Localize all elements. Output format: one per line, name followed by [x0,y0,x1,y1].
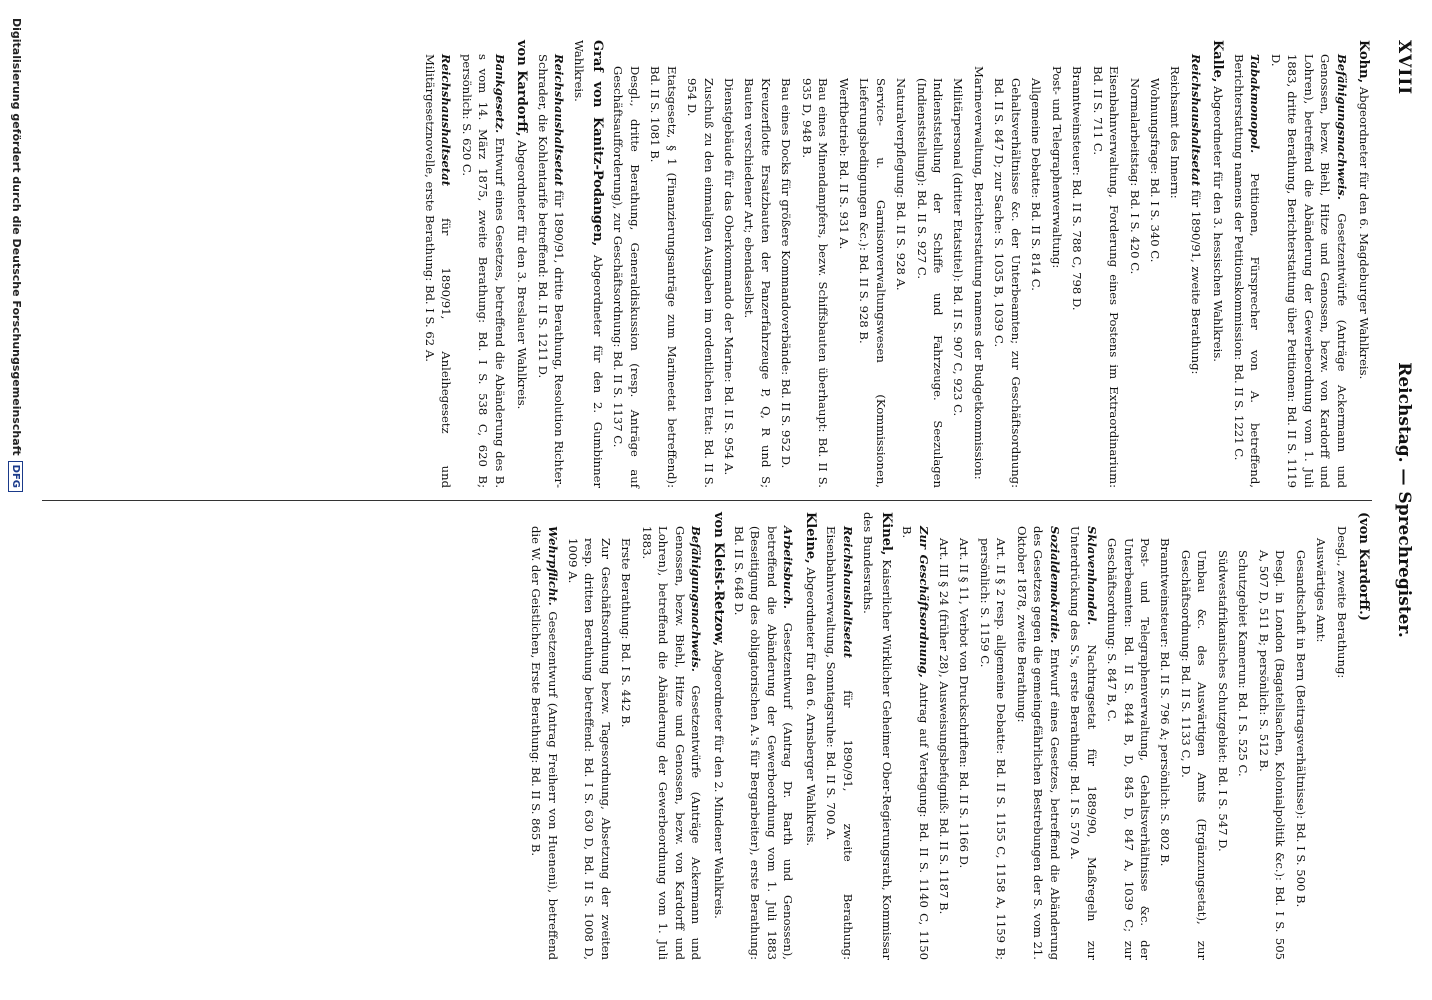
speaker-name: von Kardorff, [514,40,530,137]
subject-heading: Bankgesetz. [492,54,507,134]
register-entry [1147,40,1163,488]
entry-text: Etatsgesetz, § 1 (Finanzierungsanträge zum Marineetat betreffend): Bd. II S. 1081 B. [648,66,679,488]
entry-text: Gesetzentwurf (Antrag Dr. Barth und Genossen), betreffend die Abänderung der Gewerbeordnung vom 1. Juli 1883 (Beseitigung des obligatorischen A.'s für Bergarbeiter), erste Berathung: Bd. II S. 648 D. [732,526,796,960]
register-entry [976,512,1009,960]
subject-heading: Wehrpflicht. [545,526,560,606]
register-entry [512,40,530,488]
register-entry [1267,40,1349,488]
entry-text: Entwurf eines Gesetzes, betreffend die Abänderung des Gesetzes gegen die gemeingefährlichen Bestrebungen der S. vom 21. Oktober 1878, zweite Berathung: [1014,526,1062,960]
entry-text: Gehaltsverhältnisse &c. der Unterbeamten; zur Geschäftsordnung: Bd. II S. 847 D; zur Sache: S. 1035 B, 1039 C. [992,78,1023,488]
register-entry [1333,512,1349,960]
register-entry [1177,512,1210,960]
register-entry [936,512,952,960]
right-column [524,512,1372,960]
entry-text: Zur Geschäftsordnung bezw. Tagesordnung, Absetzung der zweiten resp. dritten Berathung betreffend: Bd. I S. 630 D, Bd. II S. 1008 D, 1009 A. [565,538,613,960]
entry-text: Eisenbahnverwaltung, Forderung eines Postens im Extraordinarium: Bd. II S. 711 C. [1090,66,1122,488]
entry-text: Gesetzentwürfe (Anträge Ackermann und Genossen, bezw. Biehl, Hitze und Genossen, bezw. von Kardorff und Lohren), betreffend die Abänderung der Gewerbeordnung vom 1. Juli 1883, dritte Berathung, Berichterstattung über Petitionen: Bd. II S. 1119 D. [1268,54,1349,488]
entry-text: Post- und Telegraphenverwaltung: [1049,66,1064,269]
entry-text: Abgeordneter für den 3. hessischen Wahlkreis. [1211,82,1226,362]
subject-heading: Reichshaushaltsetat [1188,54,1203,187]
entry-text: Abgeordneter für den 2. Gumbinner Wahlkreis. [572,40,605,489]
entry-text: Desgl., zweite Berathung: [1334,526,1349,679]
register-entry [1048,40,1064,488]
register-entry [638,512,704,960]
entry-text: Petitionen, Fürsprecher von A. betreffend, Berichterstattung namens der Petitionskommission: Bd. II S. 1221 C. [1231,54,1263,488]
subject-heading: Befähigungsnachweis. [1334,54,1349,200]
speaker-name: von Kleist-Retzow, [710,512,726,647]
entry-text: Art. II § 2 resp. allgemeine Debatte: Bd. II S. 1155 C, 1158 A, 1159 B; persönlich: S. 1159 C. [977,538,1009,960]
register-entry [970,40,986,488]
entry-text: Reichsamt des Innern: [1168,66,1183,199]
subject-heading: Befähigungsnachweis. [689,526,704,672]
entry-text: Abgeordneter für den 2. Mindener Wahlkreis. [711,646,726,919]
register-entry [534,40,567,488]
subject-heading: Sklavenhandel. [1084,526,1099,626]
speaker-name: Graf von Kanitz-Podangen, [589,40,605,247]
register-entry [1214,512,1230,960]
register-entry [618,512,634,960]
entry-text: Post- und Telegraphenverwaltung, Gehaltsverhältnisse &c. der Unterbeamten: Bd. II S. 844 B, D, 845 D, 847 A, 1039 C; zur Geschäftsordnung: S. 847 B, C. [1105,538,1153,960]
entry-text: Branntweinsteuer: Bd. II S. 788 C, 798 D. [1070,66,1085,311]
entry-text: Kaiserlicher Wirklicher Geheimer Ober-Regierungsrath, Kommissar des Bundesraths. [861,512,894,960]
register-entry [1187,40,1203,488]
entry-text: Allgemeine Debatte: Bd. II S. 814 C. [1029,78,1044,291]
register-entry [1292,512,1308,960]
register-entry [741,40,774,488]
register-entry [1354,512,1372,960]
speaker-name: (von Kardorff.) [1356,512,1371,621]
subject-heading: Reichshaushaltsetat [551,54,566,187]
entry-text: Zuschuß zu den einmaligen Ausgaben im ordentlichen Etat: Bd. II S. 954 D. [685,78,716,488]
register-entry [1354,40,1372,488]
entry-text: Auswärtiges Amt: [1314,538,1329,643]
entry-text: Wohnungsfrage: Bd. I S. 340 C. [1148,78,1163,263]
dfg-logo: DFG [8,461,23,492]
entry-text: Indienststellung der Schiffe und Fahrzeuge. Seezulagen (Indienststellung): Bd. II S. 927 C. [914,78,946,488]
register-entry [899,512,932,960]
register-entry [1028,40,1044,488]
register-entry [610,40,643,488]
register-entry [571,40,606,488]
entry-text: Abgeordneter für den 3. Breslauer Wahlkreis. [515,136,530,410]
register-entry [856,40,889,488]
register-entry [1104,512,1153,960]
register-entry [991,40,1024,488]
register-entry [421,40,454,488]
entry-text: Desgl., dritte Berathung, Generaldiskussion (resp. Anträge auf Geschäftsaufforderung), zur Geschäftsordnung: Bd. II S. 1137 C. [611,66,642,488]
register-entry [800,512,818,960]
register-entry [1167,40,1183,488]
register-entry [1255,512,1288,960]
entry-text: Erste Berathung: Bd. I S. 442 B. [619,538,634,728]
page-header [1384,40,1414,960]
subject-heading: Reichshaushaltsetat [439,54,454,187]
digitization-notice [8,18,23,492]
entry-text: Bau eines Minendampfers, bezw. Schiffsbauten überhaupt: Bd. II S. 935 D, 948 B. [799,78,831,488]
entry-text: Abgeordneter für den 6. Arnsberger Wahlkreis. [803,563,818,847]
entry-text: Art. III § 24 (früher 28), Ausweisungsbefugniß: Bd. II S. 1187 B. [937,538,952,915]
register-entry [708,512,726,960]
register-entry [647,40,680,488]
digitization-text: Digitalisierung gefördert durch die Deutsche Forschungsgemeinschaft [10,18,23,456]
entry-text: Entwurf eines Gesetzes, betreffend die Abänderung des B. s vom 14. März 1875, zweite Berathung: Bd. I S. 538 C, 620 B; persönlich: S. 620 C. [459,54,507,488]
register-entry [1230,40,1263,488]
entry-text: für 1890/91, zweite Berathung: Eisenbahnverwaltung, Sonntagsruhe: Bd. II S. 700 A. [824,526,855,960]
register-entry [1126,40,1142,488]
entry-text: Antrag auf Vertagung: Bd. II S. 1140 C, 1150 B. [900,526,931,960]
register-entry [1235,512,1251,960]
entry-text: Art. II § 11, Verbot von Druckschriften: Bd. II S. 1166 D. [957,538,972,869]
register-entry [684,40,717,488]
left-column [417,40,1372,488]
register-entry [860,512,895,960]
entry-text: Branntweinsteuer: Bd. II S. 796 A; persönlich: S. 802 B. [1158,538,1173,867]
register-entry [823,512,856,960]
speaker-name: Kleine, [802,512,818,564]
entry-text: Normalarbeitstag: Bd. I S. 420 C. [1127,78,1142,275]
entry-text: Abgeordneter für den 6. Magdeburger Wahlkreis. [1357,83,1371,380]
register-entry [950,40,966,488]
page-number: XVIII [1394,40,1414,96]
register-entry [913,40,946,488]
register-entry [458,40,507,488]
entry-text: Dienstgebäude für das Oberkommando der Marine: Bd. II S. 954 A. [722,78,737,476]
entry-text: Bau eines Docks für größere Kommandoverbände: Bd. II S. 952 D. [779,78,794,469]
entry-text: Desgl. in London (Bagatellsachen, Kolonialpolitik &c.): Bd. I S. 505 A, 507 D, 511 B; persönlich: S. 512 B. [1256,550,1288,960]
entry-text: Service- u. Garnisonverwaltungswesen (Kommissionen, Lieferungsbedingungen &c.): Bd. II S. 928 B. [857,78,888,488]
register-entry [1157,512,1173,960]
speaker-name: Kalle, [1210,40,1226,83]
register-entry [565,512,614,960]
register-entry [1067,512,1100,960]
entry-text: Kreuzerflotte Ersatzbauten der Panzerfahrzeuge P, Q, R und S; Bauten verschiedener Art; ebendaselbst. [742,78,773,488]
speaker-name: Kinel, [878,512,894,556]
entry-text: Marineverwaltung, Berichterstattung namens der Budgetkommission: [971,66,986,480]
register-entry [721,40,737,488]
register-entry [1313,512,1329,960]
entry-text: Naturalverpflegung: Bd. II S. 928 A. [894,78,909,291]
register-entry [956,512,972,960]
subject-heading: Reichshaushaltsetat [840,526,855,659]
register-entry [1089,40,1122,488]
entry-text: für 1890/91, Anleihegesetz und Militärgesetznovelle, erste Berathung: Bd. I S. 62 A. [422,54,454,488]
entry-text: für 1890/91, zweite Berathung: [1188,186,1203,375]
entry-text: Werftbetrieb: Bd. II S. 931 A. [836,78,851,250]
register-entry [731,512,797,960]
column-divider [42,500,1372,501]
speaker-name: Kohn, [1356,40,1371,84]
entry-text: Schutzgebiet Kamerun: Bd. I S. 525 C. [1236,550,1251,777]
register-entry [893,40,909,488]
entry-text: Nachtragsetat für 1889/90, Maßregeln zur Unterdrückung des S.'s, erste Berathung: Bd. I S. 570 A. [1068,526,1099,960]
entry-text: Südwestafrikanisches Schutzgebiet: Bd. I S. 547 D. [1215,550,1230,852]
entry-text: Umbau &c. des Auswärtigen Amts (Ergänzungsetat), zur Geschäftsordnung: Bd. II S. 1133 C, D. [1178,550,1210,960]
subject-heading: Zur Geschäftsordnung, [916,526,931,678]
register-entry [1069,40,1085,488]
entry-text: Gesetzentwurf (Antrag Freiherr von Hueneni), betreffend die W. der Geistlichen, Erste Berathung: Bd. II S. 865 B. [529,526,560,960]
running-title: Reichstag. — Sprechregister. [1394,362,1414,638]
register-entry [798,40,831,488]
subject-heading: Sozialdemokratie. [1047,526,1062,644]
register-entry [778,40,794,488]
entry-text: Gesandtschaft in Bern (Beitragsverhältnisse): Bd. I S. 500 B. [1293,550,1308,908]
entry-text: Gesetzentwürfe (Anträge Ackermann und Genossen, bezw. Biehl, Hitze und Genossen, bezw. von Kardorff und Lohren), betreffend die Abänderung der Gewerbeordnung vom 1. Juli 1883. [639,526,704,960]
subject-heading: Tabakmonopol. [1248,54,1263,154]
subject-heading: Arbeitsbuch. [781,526,796,609]
entry-text: für 1890/91, dritte Berathung, Resolution Richter-Schrader, die Kohlentarife betreffend: Bd. II S. 1211 D. [535,54,566,488]
register-entry [1208,40,1226,488]
entry-text: Militärpersonal (dritter Etatstitel): Bd. II S. 907 C, 923 C. [951,78,966,417]
register-entry [1013,512,1062,960]
register-entry [835,40,851,488]
register-entry [528,512,561,960]
